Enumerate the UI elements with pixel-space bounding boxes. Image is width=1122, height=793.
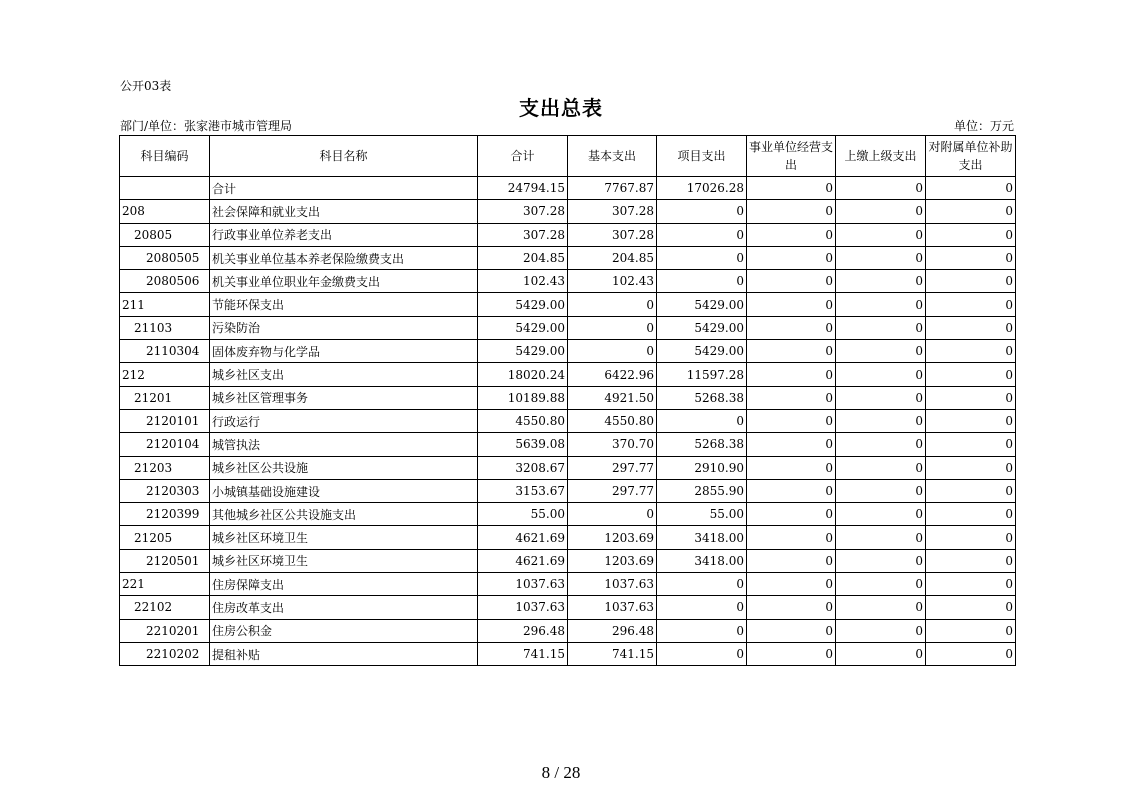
- cell-upper: 0: [836, 246, 926, 269]
- cell-business: 0: [747, 293, 836, 316]
- cell-name: 合计: [210, 177, 478, 200]
- cell-code: 2080505: [120, 246, 210, 269]
- cell-project: 5429.00: [657, 316, 747, 339]
- cell-code: 2120501: [120, 549, 210, 572]
- table-row: [120, 642, 1016, 665]
- cell-business: 0: [747, 619, 836, 642]
- cell-upper: 0: [836, 340, 926, 363]
- table-row: [120, 340, 1016, 363]
- cell-basic: 296.48: [568, 619, 657, 642]
- cell-code: 212: [120, 363, 210, 386]
- cell-project: 55.00: [657, 503, 747, 526]
- cell-total: 18020.24: [478, 363, 568, 386]
- cell-upper: 0: [836, 200, 926, 223]
- cell-upper: 0: [836, 573, 926, 596]
- cell-basic: 307.28: [568, 200, 657, 223]
- cell-name: 城乡社区环境卫生: [210, 549, 478, 572]
- table-row: [120, 386, 1016, 409]
- cell-basic: 297.77: [568, 479, 657, 502]
- cell-business: 0: [747, 316, 836, 339]
- table-row: [120, 526, 1016, 549]
- cell-business: 0: [747, 177, 836, 200]
- cell-code: 2210202: [120, 642, 210, 665]
- cell-total: 10189.88: [478, 386, 568, 409]
- cell-project: 0: [657, 246, 747, 269]
- cell-subsidiary: 0: [926, 363, 1016, 386]
- cell-total: 4621.69: [478, 549, 568, 572]
- cell-code: 21203: [120, 456, 210, 479]
- cell-subsidiary: 0: [926, 596, 1016, 619]
- cell-basic: 0: [568, 340, 657, 363]
- cell-project: 2910.90: [657, 456, 747, 479]
- table-row: [120, 246, 1016, 269]
- cell-upper: 0: [836, 526, 926, 549]
- cell-name: 城乡社区公共设施: [210, 456, 478, 479]
- table-row: [120, 456, 1016, 479]
- cell-total: 3153.67: [478, 479, 568, 502]
- cell-code: 22102: [120, 596, 210, 619]
- cell-subsidiary: 0: [926, 642, 1016, 665]
- cell-upper: 0: [836, 642, 926, 665]
- cell-basic: 1037.63: [568, 596, 657, 619]
- cell-code: 211: [120, 293, 210, 316]
- table-row: [120, 293, 1016, 316]
- cell-upper: 0: [836, 223, 926, 246]
- page-title: 支出总表: [519, 96, 603, 120]
- cell-upper: 0: [836, 503, 926, 526]
- cell-total: 4550.80: [478, 409, 568, 432]
- cell-total: 5429.00: [478, 293, 568, 316]
- unit-label: 单位：万元: [953, 119, 1014, 133]
- table-row: [120, 596, 1016, 619]
- cell-subsidiary: 0: [926, 619, 1016, 642]
- cell-total: 5639.08: [478, 433, 568, 456]
- cell-basic: 0: [568, 316, 657, 339]
- cell-subsidiary: 0: [926, 200, 1016, 223]
- cell-total: 3208.67: [478, 456, 568, 479]
- table-row: [120, 223, 1016, 246]
- cell-basic: 4921.50: [568, 386, 657, 409]
- cell-basic: 1037.63: [568, 573, 657, 596]
- cell-upper: 0: [836, 433, 926, 456]
- cell-upper: 0: [836, 270, 926, 293]
- cell-code: 21201: [120, 386, 210, 409]
- table-row: [120, 177, 1016, 200]
- cell-subsidiary: 0: [926, 177, 1016, 200]
- cell-subsidiary: 0: [926, 503, 1016, 526]
- cell-project: 5429.00: [657, 293, 747, 316]
- cell-project: 11597.28: [657, 363, 747, 386]
- cell-business: 0: [747, 526, 836, 549]
- cell-name: 住房保障支出: [210, 573, 478, 596]
- cell-business: 0: [747, 340, 836, 363]
- cell-subsidiary: 0: [926, 433, 1016, 456]
- cell-name: 小城镇基础设施建设: [210, 479, 478, 502]
- table-row: [120, 316, 1016, 339]
- cell-name: 机关事业单位基本养老保险缴费支出: [210, 246, 478, 269]
- cell-project: 0: [657, 573, 747, 596]
- cell-upper: 0: [836, 409, 926, 432]
- cell-project: 0: [657, 270, 747, 293]
- table-row: [120, 409, 1016, 432]
- cell-business: 0: [747, 270, 836, 293]
- cell-name: 社会保障和就业支出: [210, 200, 478, 223]
- form-code: 公开03表: [120, 79, 172, 93]
- table-row: [120, 619, 1016, 642]
- cell-total: 5429.00: [478, 316, 568, 339]
- column-header-name: 科目名称: [210, 136, 478, 177]
- table-row: [120, 433, 1016, 456]
- cell-subsidiary: 0: [926, 409, 1016, 432]
- cell-project: 5429.00: [657, 340, 747, 363]
- cell-subsidiary: 0: [926, 270, 1016, 293]
- table-row: [120, 549, 1016, 572]
- cell-name: 城乡社区管理事务: [210, 386, 478, 409]
- cell-total: 55.00: [478, 503, 568, 526]
- cell-code: 2120101: [120, 409, 210, 432]
- cell-name: 住房公积金: [210, 619, 478, 642]
- cell-subsidiary: 0: [926, 316, 1016, 339]
- cell-code: 20805: [120, 223, 210, 246]
- cell-name: 污染防治: [210, 316, 478, 339]
- column-header-total: 合计: [478, 136, 568, 177]
- cell-project: 3418.00: [657, 526, 747, 549]
- cell-upper: 0: [836, 479, 926, 502]
- cell-project: 0: [657, 619, 747, 642]
- table-row: [120, 503, 1016, 526]
- cell-basic: 102.43: [568, 270, 657, 293]
- cell-project: 3418.00: [657, 549, 747, 572]
- cell-name: 行政事业单位养老支出: [210, 223, 478, 246]
- expenditure-table: [119, 135, 1016, 666]
- cell-upper: 0: [836, 456, 926, 479]
- cell-total: 102.43: [478, 270, 568, 293]
- cell-business: 0: [747, 200, 836, 223]
- cell-total: 204.85: [478, 246, 568, 269]
- cell-name: 提租补贴: [210, 642, 478, 665]
- cell-name: 城乡社区环境卫生: [210, 526, 478, 549]
- cell-total: 296.48: [478, 619, 568, 642]
- cell-subsidiary: 0: [926, 293, 1016, 316]
- cell-basic: 4550.80: [568, 409, 657, 432]
- cell-code: 2120303: [120, 479, 210, 502]
- cell-name: 城乡社区支出: [210, 363, 478, 386]
- cell-total: 741.15: [478, 642, 568, 665]
- cell-total: 307.28: [478, 200, 568, 223]
- cell-basic: 6422.96: [568, 363, 657, 386]
- cell-subsidiary: 0: [926, 456, 1016, 479]
- cell-code: 2080506: [120, 270, 210, 293]
- cell-business: 0: [747, 573, 836, 596]
- cell-total: 307.28: [478, 223, 568, 246]
- cell-basic: 297.77: [568, 456, 657, 479]
- cell-code: [120, 177, 210, 200]
- cell-business: 0: [747, 549, 836, 572]
- cell-subsidiary: 0: [926, 549, 1016, 572]
- column-header-subsidiary: 对附属单位补助支出: [926, 136, 1016, 177]
- cell-name: 节能环保支出: [210, 293, 478, 316]
- cell-basic: 741.15: [568, 642, 657, 665]
- column-header-code: 科目编码: [120, 136, 210, 177]
- table-body: [120, 177, 1016, 666]
- cell-basic: 1203.69: [568, 549, 657, 572]
- cell-business: 0: [747, 596, 836, 619]
- table-row: [120, 573, 1016, 596]
- cell-name: 固体废弃物与化学品: [210, 340, 478, 363]
- cell-basic: 307.28: [568, 223, 657, 246]
- table-row: [120, 363, 1016, 386]
- page-number: 8 / 28: [541, 763, 581, 782]
- cell-code: 21103: [120, 316, 210, 339]
- column-header-project: 项目支出: [657, 136, 747, 177]
- cell-business: 0: [747, 642, 836, 665]
- cell-name: 机关事业单位职业年金缴费支出: [210, 270, 478, 293]
- column-header-upper: 上缴上级支出: [836, 136, 926, 177]
- cell-subsidiary: 0: [926, 246, 1016, 269]
- table-row: [120, 479, 1016, 502]
- cell-basic: 204.85: [568, 246, 657, 269]
- cell-name: 其他城乡社区公共设施支出: [210, 503, 478, 526]
- cell-project: 0: [657, 223, 747, 246]
- cell-upper: 0: [836, 619, 926, 642]
- cell-business: 0: [747, 223, 836, 246]
- cell-name: 住房改革支出: [210, 596, 478, 619]
- cell-project: 0: [657, 409, 747, 432]
- cell-total: 24794.15: [478, 177, 568, 200]
- cell-upper: 0: [836, 596, 926, 619]
- table-row: [120, 270, 1016, 293]
- cell-subsidiary: 0: [926, 479, 1016, 502]
- cell-project: 5268.38: [657, 386, 747, 409]
- cell-business: 0: [747, 503, 836, 526]
- cell-business: 0: [747, 433, 836, 456]
- cell-code: 2120104: [120, 433, 210, 456]
- cell-total: 4621.69: [478, 526, 568, 549]
- cell-code: 2210201: [120, 619, 210, 642]
- cell-subsidiary: 0: [926, 573, 1016, 596]
- cell-name: 行政运行: [210, 409, 478, 432]
- cell-business: 0: [747, 456, 836, 479]
- column-header-basic: 基本支出: [568, 136, 657, 177]
- cell-basic: 370.70: [568, 433, 657, 456]
- cell-basic: 1203.69: [568, 526, 657, 549]
- cell-total: 1037.63: [478, 596, 568, 619]
- table-row: [120, 200, 1016, 223]
- cell-project: 0: [657, 596, 747, 619]
- column-header-business: 事业单位经营支出: [747, 136, 836, 177]
- cell-subsidiary: 0: [926, 386, 1016, 409]
- cell-code: 208: [120, 200, 210, 223]
- cell-upper: 0: [836, 293, 926, 316]
- cell-upper: 0: [836, 386, 926, 409]
- cell-upper: 0: [836, 177, 926, 200]
- cell-business: 0: [747, 386, 836, 409]
- cell-business: 0: [747, 363, 836, 386]
- cell-name: 城管执法: [210, 433, 478, 456]
- department-label: 部门/单位：张家港市城市管理局: [120, 119, 293, 133]
- cell-total: 5429.00: [478, 340, 568, 363]
- cell-project: 2855.90: [657, 479, 747, 502]
- cell-code: 221: [120, 573, 210, 596]
- cell-project: 5268.38: [657, 433, 747, 456]
- cell-upper: 0: [836, 316, 926, 339]
- cell-basic: 7767.87: [568, 177, 657, 200]
- cell-project: 0: [657, 200, 747, 223]
- cell-subsidiary: 0: [926, 526, 1016, 549]
- cell-code: 2110304: [120, 340, 210, 363]
- table-header-row: [120, 136, 1016, 177]
- cell-upper: 0: [836, 549, 926, 572]
- cell-subsidiary: 0: [926, 340, 1016, 363]
- cell-basic: 0: [568, 503, 657, 526]
- cell-total: 1037.63: [478, 573, 568, 596]
- cell-business: 0: [747, 409, 836, 432]
- cell-code: 2120399: [120, 503, 210, 526]
- cell-business: 0: [747, 246, 836, 269]
- cell-subsidiary: 0: [926, 223, 1016, 246]
- cell-basic: 0: [568, 293, 657, 316]
- cell-project: 0: [657, 642, 747, 665]
- cell-business: 0: [747, 479, 836, 502]
- cell-upper: 0: [836, 363, 926, 386]
- cell-code: 21205: [120, 526, 210, 549]
- cell-project: 17026.28: [657, 177, 747, 200]
